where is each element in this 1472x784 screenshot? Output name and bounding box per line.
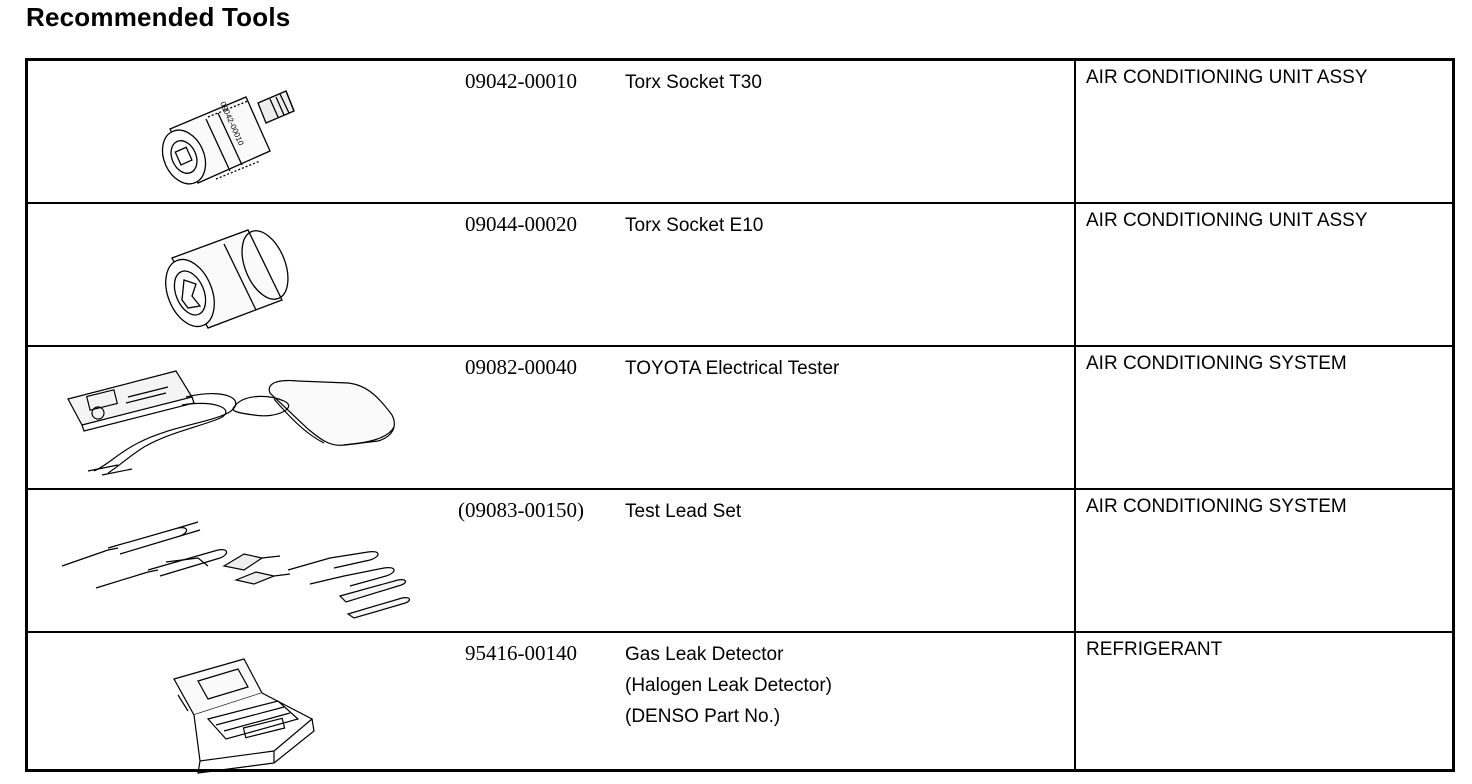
table-row xyxy=(28,204,1452,347)
tool-name xyxy=(625,67,762,98)
tool-usage: AIR CONDITIONING UNIT ASSY xyxy=(1086,67,1368,88)
tool-name-line: Gas Leak Detector xyxy=(625,644,784,665)
page-title: Recommended Tools xyxy=(26,2,291,32)
tool-usage: AIR CONDITIONING UNIT ASSY xyxy=(1086,210,1368,231)
tools-table xyxy=(25,58,1455,772)
tool-name-line: TOYOTA Electrical Tester xyxy=(625,358,840,379)
torx-e10-socket-icon xyxy=(48,210,428,338)
illustration-stamp: 09042-00010 xyxy=(218,100,246,147)
tool-usage: AIR CONDITIONING SYSTEM xyxy=(1086,353,1347,374)
tool-name xyxy=(625,639,832,732)
tool-name xyxy=(625,353,839,384)
tool-name xyxy=(625,496,741,527)
table-row xyxy=(28,61,1452,204)
tool-name-line: Torx Socket E10 xyxy=(625,215,764,236)
column-divider xyxy=(1074,61,1076,769)
tool-name xyxy=(625,210,763,241)
table-row xyxy=(28,490,1452,633)
torx-t30-socket-icon xyxy=(48,67,428,195)
part-number: 95416-00140 xyxy=(465,641,577,665)
part-number: 09042-00010 xyxy=(465,69,577,93)
tool-name-line: (Halogen Leak Detector) xyxy=(625,675,832,696)
part-number: 09044-00020 xyxy=(465,212,577,236)
tool-usage: REFRIGERANT xyxy=(1086,639,1223,660)
tool-usage: AIR CONDITIONING SYSTEM xyxy=(1086,496,1347,517)
table-row xyxy=(28,347,1452,490)
electrical-tester-icon xyxy=(48,353,428,481)
table-row xyxy=(28,633,1452,769)
tool-name-line: Torx Socket T30 xyxy=(625,72,762,93)
tool-name-line: (DENSO Part No.) xyxy=(625,706,781,727)
tool-name-line: Test Lead Set xyxy=(625,501,742,522)
gas-leak-detector-icon xyxy=(48,639,428,767)
test-lead-set-icon xyxy=(48,496,428,624)
part-number: (09083-00150) xyxy=(458,498,584,522)
part-number: 09082-00040 xyxy=(465,355,577,379)
